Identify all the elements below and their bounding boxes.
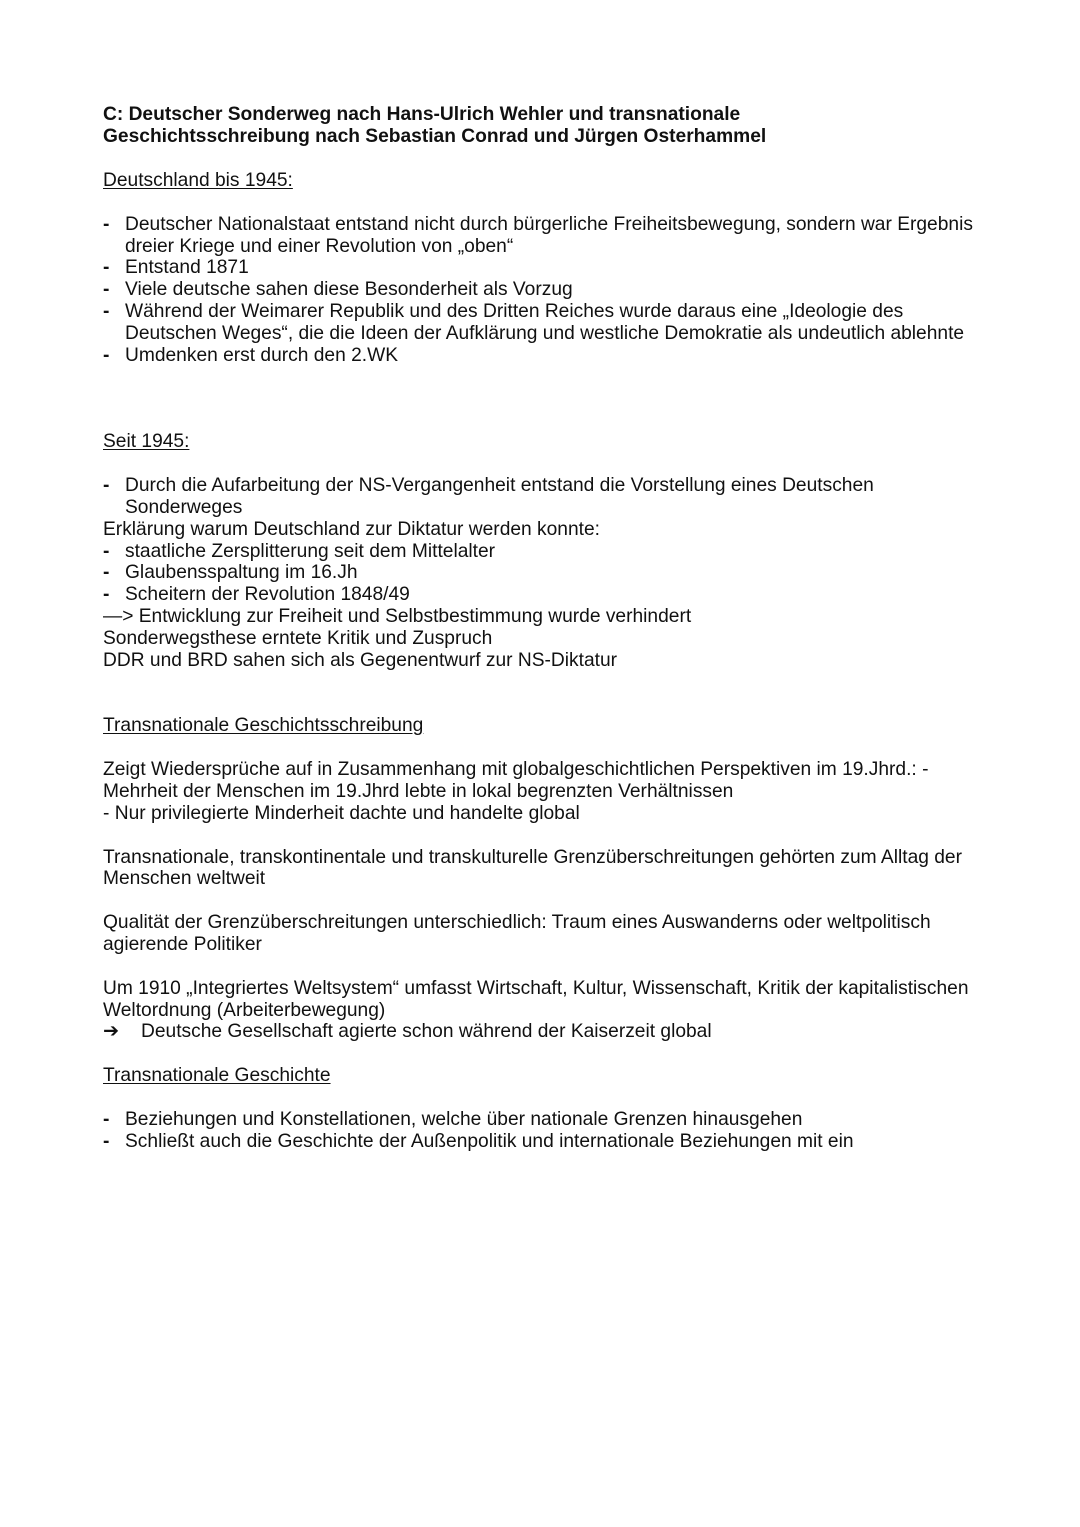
title-line-1: C: Deutscher Sonderweg nach Hans-Ulrich Wehler und transnationale xyxy=(103,104,741,125)
paragraph-line: Mehrheit der Menschen im 19.Jhrd lebte in lokal begrenzten Verhältnissen xyxy=(103,780,734,802)
title-line-2: Geschichtsschreibung nach Sebastian Conrad und Jürgen Osterhammel xyxy=(103,126,767,147)
section-transnationale-geschichte xyxy=(103,1065,983,1152)
list-item: - Schließt auch die Geschichte der Außenpolitik und internationale Beziehungen mit ein xyxy=(103,1131,983,1153)
arrow-conclusion-text: Deutsche Gesellschaft agierte schon während der Kaiserzeit global xyxy=(141,1021,712,1043)
paragraph: Transnationale, transkontinentale und transkulturelle Grenzüberschreitungen gehörten zum Alltag der Menschen weltweit xyxy=(103,846,962,890)
list-item: - Viele deutsche sahen diese Besonderheit als Vorzug xyxy=(103,279,983,301)
section-heading: Seit 1945: xyxy=(103,431,190,453)
paragraph: DDR und BRD sahen sich als Gegenentwurf zur NS-Diktatur xyxy=(103,649,618,671)
paragraph: Um 1910 „Integriertes Weltsystem“ umfasst Wirtschaft, Kultur, Wissenschaft, Kritik der kapitalistischen Weltordnung (Arbeiterbewegung) xyxy=(103,977,969,1021)
section-heading: Deutschland bis 1945: xyxy=(103,170,293,191)
paragraph: Qualität der Grenzüberschreitungen unterschiedlich: Traum eines Auswanderns oder weltpolitisch agierende Politiker xyxy=(103,912,931,955)
list-item: - Während der Weimarer Republik und des Dritten Reiches wurde daraus eine „Ideologie des Deutschen Weges“, die die Ideen der Aufklärung und westliche Demokratie als undeutlich ablehnte xyxy=(103,301,983,345)
bullet-list xyxy=(103,214,983,367)
document-page xyxy=(103,104,983,1153)
paragraph-line: Zeigt Wiedersprüche auf in Zusammenhang mit globalgeschichtlichen Perspektiven im 19.Jhrd.: - xyxy=(103,759,929,781)
bullet-list xyxy=(103,541,983,606)
bullet-list xyxy=(103,1109,983,1153)
list-item: - Entstand 1871 xyxy=(103,257,983,279)
section-seit-1945 xyxy=(103,431,983,671)
consequence-line: —> Entwicklung zur Freiheit und Selbstbestimmung wurde verhindert xyxy=(103,605,692,627)
section-deutschland-bis-1945 xyxy=(103,170,983,366)
section-heading: Transnationale Geschichte xyxy=(103,1065,331,1087)
bullet-list xyxy=(103,475,983,519)
paragraph: Erklärung warum Deutschland zur Diktatur werden konnte: xyxy=(103,518,600,540)
list-item: - Durch die Aufarbeitung der NS-Vergangenheit entstand die Vorstellung eines Deutschen Sonderweges xyxy=(103,475,983,519)
section-heading: Transnationale Geschichtsschreibung xyxy=(103,715,424,737)
paragraph: Sonderwegsthese erntete Kritik und Zuspruch xyxy=(103,627,493,649)
list-item: - Deutscher Nationalstaat entstand nicht durch bürgerliche Freiheitsbewegung, sondern war Ergebnis dreier Kriege und einer Revolution von „oben“ xyxy=(103,214,983,258)
list-item: - staatliche Zersplitterung seit dem Mittelalter xyxy=(103,541,983,563)
list-item: - Umdenken erst durch den 2.WK xyxy=(103,345,983,367)
document-title xyxy=(103,104,983,148)
arrow-conclusion xyxy=(103,1021,983,1043)
arrow-right-icon: ➔ xyxy=(103,1021,120,1043)
list-item: - Beziehungen und Konstellationen, welche über nationale Grenzen hinausgehen xyxy=(103,1109,983,1131)
list-item: - Glaubensspaltung im 16.Jh xyxy=(103,562,983,584)
paragraph-line: - Nur privilegierte Minderheit dachte und handelte global xyxy=(103,802,580,824)
list-item: - Scheitern der Revolution 1848/49 xyxy=(103,584,983,606)
section-transnationale-geschichtsschreibung xyxy=(103,715,983,1043)
